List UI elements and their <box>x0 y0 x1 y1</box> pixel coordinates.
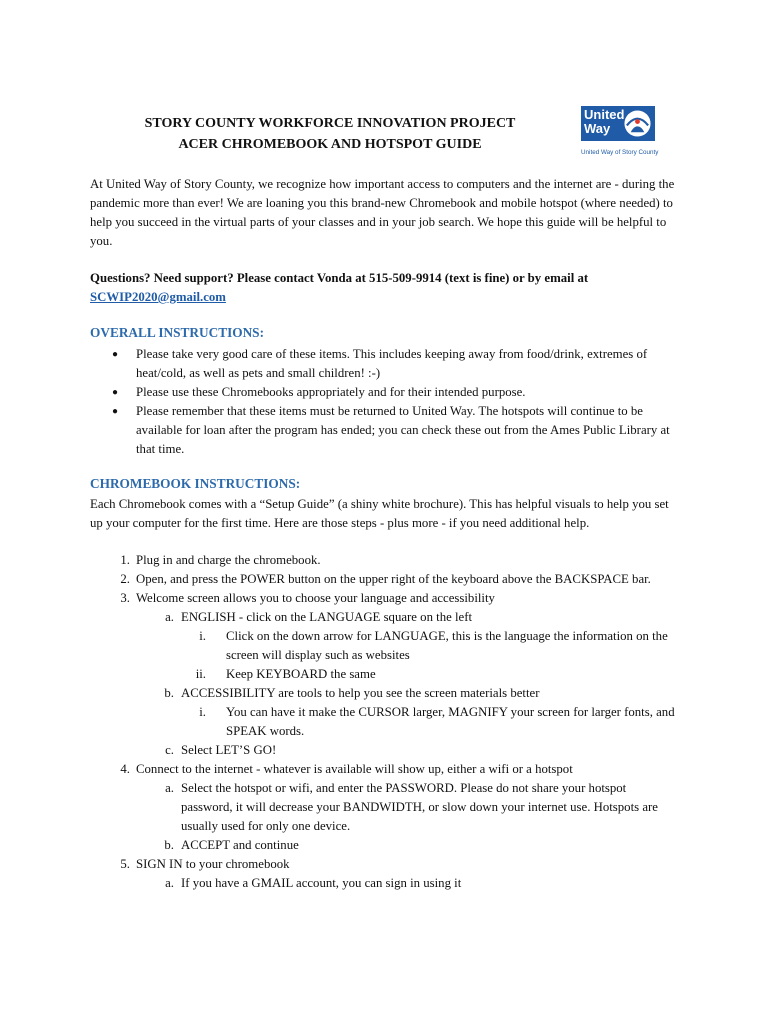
step-text: If you have a GMAIL account, you can sign in using it <box>181 876 462 890</box>
step-text: Keep KEYBOARD the same <box>226 667 376 681</box>
step-text: SIGN IN to your chromebook <box>136 857 290 871</box>
step-marker: a. <box>165 610 174 624</box>
overall-item-text: Please take very good care of these items. This includes keeping away from food/drink, extremes of heat/cold, as well as pets and small children! :-) <box>136 347 648 380</box>
step-item-level-3 <box>90 665 680 684</box>
overall-item <box>90 383 680 402</box>
email-link[interactable]: SCWIP2020@gmail.com <box>90 290 226 304</box>
step-item-level-1 <box>90 570 680 589</box>
step-item-level-3 <box>90 703 680 741</box>
step-text: Open, and press the POWER button on the upper right of the keyboard above the BACKSPACE bar. <box>136 572 651 586</box>
step-text: Plug in and charge the chromebook. <box>136 553 321 567</box>
title-line-2: ACER CHROMEBOOK AND HOTSPOT GUIDE <box>178 137 482 152</box>
step-marker: 3. <box>120 591 130 605</box>
step-marker: 5. <box>120 857 130 871</box>
intro-paragraph: At United Way of Story County, we recognize how important access to computers and the internet are - during the pandemic more than ever! We are loaning you this brand-new Chromebook and mobile hotspot (where needed) to help you succeed in the virtual parts of your classes and in your job search. We hope this guide will be helpful to you. <box>90 177 675 248</box>
overall-item <box>90 345 680 383</box>
step-item-level-2 <box>90 874 680 893</box>
step-text: Select LET’S GO! <box>181 743 277 757</box>
step-marker: a. <box>165 876 174 890</box>
step-marker: ii. <box>195 667 206 681</box>
step-item-level-1 <box>90 589 680 608</box>
document-title <box>90 113 570 155</box>
step-text: Click on the down arrow for LANGUAGE, this is the language the information on the screen will display such as websites <box>226 629 668 662</box>
step-marker: i. <box>199 629 206 643</box>
logo-box <box>581 106 655 141</box>
step-item-level-1 <box>90 551 680 570</box>
overall-item-text: Please use these Chromebooks appropriately and for their intended purpose. <box>136 385 526 399</box>
step-marker: 1. <box>120 553 130 567</box>
step-item-level-1 <box>90 855 680 874</box>
logo-wordmark: United Way <box>584 107 625 136</box>
step-marker: b. <box>164 686 174 700</box>
step-text: ACCESSIBILITY are tools to help you see the screen materials better <box>181 686 540 700</box>
overall-item <box>90 402 680 459</box>
step-marker: b. <box>164 838 174 852</box>
step-text: ACCEPT and continue <box>181 838 299 852</box>
step-text: Select the hotspot or wifi, and enter the PASSWORD. Please do not share your hotspot password, it will decrease your BANDWIDTH, or slow down your internet use. Hotspots are usually used for only one device. <box>181 781 658 833</box>
overall-list <box>90 345 680 459</box>
bullet-icon: ● <box>112 387 119 398</box>
chromebook-heading: CHROMEBOOK INSTRUCTIONS: <box>90 476 301 491</box>
step-item-level-2 <box>90 836 680 855</box>
chromebook-intro: Each Chromebook comes with a “Setup Guide” (a shiny white brochure). This has helpful visuals to help you set up your computer for the first time. Here are those steps - plus more - if you need additional help. <box>90 497 669 530</box>
title-line-1: STORY COUNTY WORKFORCE INNOVATION PROJECT <box>144 116 516 131</box>
step-item-level-3 <box>90 627 680 665</box>
overall-item-text: Please remember that these items must be returned to United Way. The hotspots will continue to be available for loan after the program has ended; you can check these out from the Ames Public Library at that time. <box>136 404 670 456</box>
step-item-level-2 <box>90 684 680 703</box>
step-item-level-1 <box>90 760 680 779</box>
step-text: Connect to the internet - whatever is available will show up, either a wifi or a hotspot <box>136 762 573 776</box>
steps-list <box>90 551 680 893</box>
step-marker: 2. <box>120 572 130 586</box>
contact-text: Questions? Need support? Please contact Vonda at 515-509-9914 (text is fine) or by email at <box>90 271 589 285</box>
contact-paragraph <box>90 269 680 307</box>
step-text: ENGLISH - click on the LANGUAGE square on the left <box>181 610 473 624</box>
bullet-icon: ● <box>112 349 119 360</box>
united-way-hand-icon <box>623 109 652 138</box>
bullet-icon: ● <box>112 406 119 417</box>
step-text: Welcome screen allows you to choose your language and accessibility <box>136 591 495 605</box>
step-item-level-2 <box>90 741 680 760</box>
step-marker: c. <box>165 743 174 757</box>
step-item-level-2 <box>90 608 680 627</box>
step-text: You can have it make the CURSOR larger, MAGNIFY your screen for larger fonts, and SPEAK words. <box>226 705 675 738</box>
step-marker: 4. <box>120 762 130 776</box>
step-marker: i. <box>199 705 206 719</box>
overall-heading: OVERALL INSTRUCTIONS: <box>90 325 265 340</box>
united-way-logo <box>581 106 657 156</box>
logo-subtitle: United Way of Story County <box>581 149 659 156</box>
step-item-level-2 <box>90 779 680 836</box>
step-marker: a. <box>165 781 174 795</box>
